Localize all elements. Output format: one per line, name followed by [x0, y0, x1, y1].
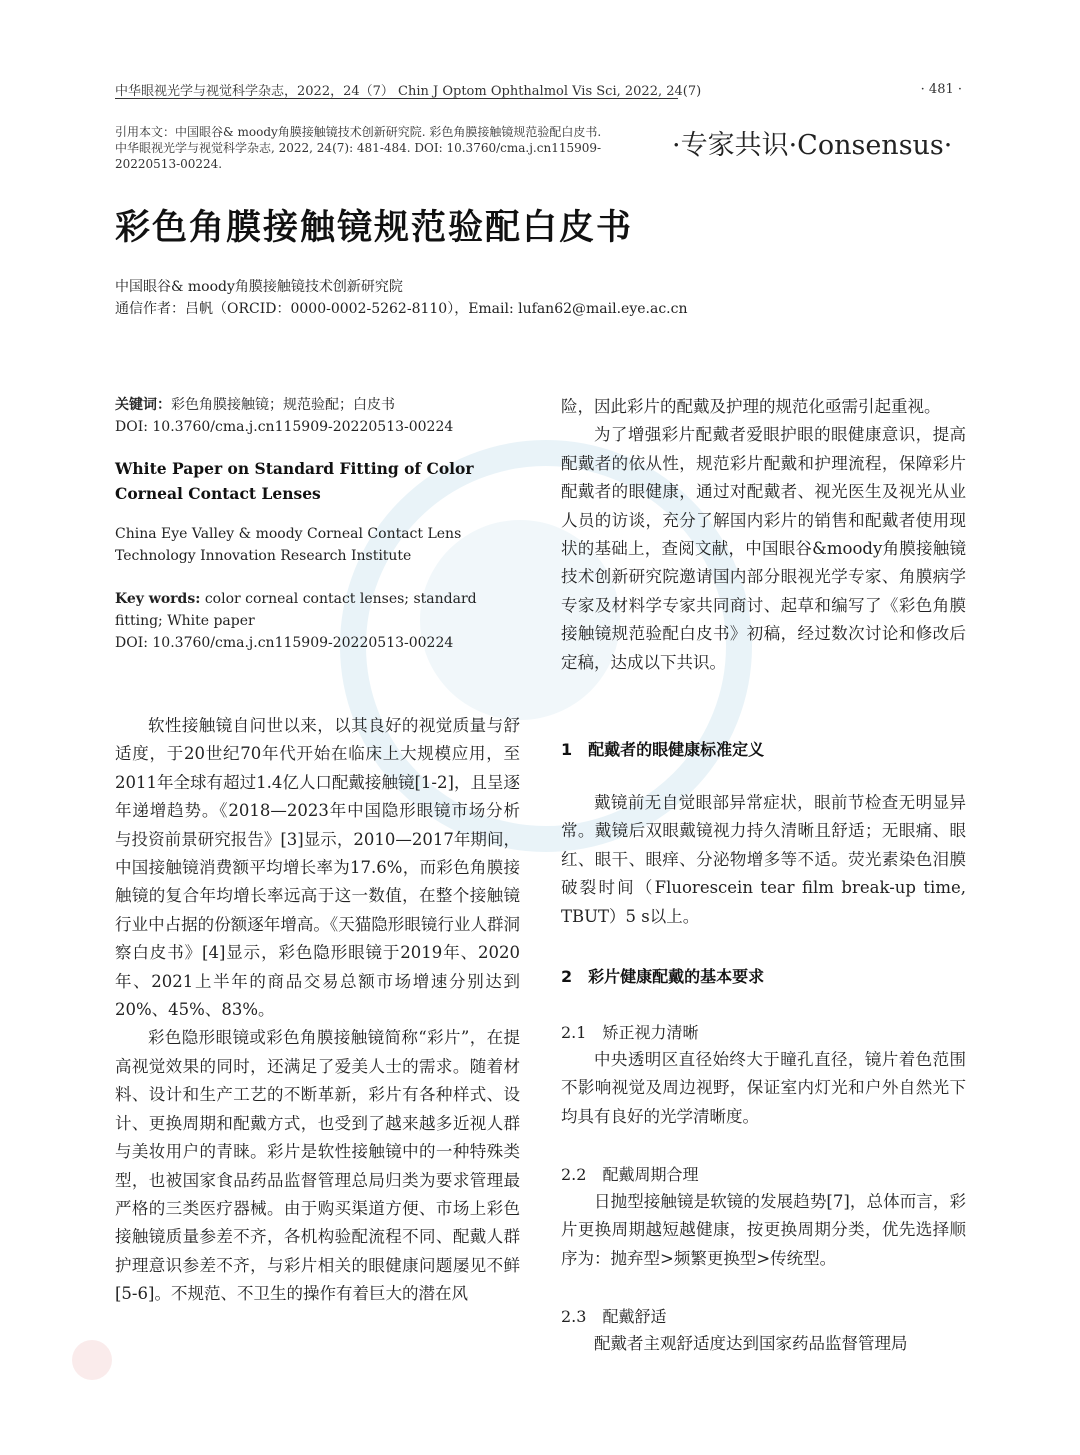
doi-en: DOI: 10.3760/cma.j.cn115909-20220513-00224 — [115, 635, 454, 651]
publisher-logo-icon — [72, 1340, 112, 1380]
section-tag: ·专家共识·Consensus· — [672, 130, 953, 161]
body-paragraph: 中央透明区直径始终大于瞳孔直径，镜片着色范围不影响视觉及周边视野，保证室内灯光和户外自然光下均具有良好的光学清晰度。 — [561, 1050, 966, 1126]
body-paragraph: 为了增强彩片配戴者爱眼护眼的眼健康意识，提高配戴者的依从性，规范彩片配戴和护理流程，保障彩片配戴者的眼健康，通过对配戴者、视光医生及视光从业人员的访谈，充分了解国内彩片的销售和配戴者使用现状的基础上，查阅文献，中国眼谷&moody角膜接触镜技术创新研究院邀请国内部分眼视光学专家、角膜病学专家及材料学专家共同商讨、起草和编写了《彩色角膜接触镜规范验配白皮书》初稿，经过数次讨论和修改后定稿，达成以下共识。 — [561, 425, 966, 672]
doi-cn: DOI: 10.3760/cma.j.cn115909-20220513-00224 — [115, 419, 454, 435]
subsection-2-1-body — [561, 1046, 966, 1131]
right-intro — [561, 393, 966, 677]
section-heading-2: 2 彩片健康配戴的基本要求 — [561, 967, 765, 986]
english-affiliation: China Eye Valley & moody Corneal Contact Lens Technology Innovation Research Institute — [115, 526, 462, 564]
subsection-heading-2-3: 2.3 配戴舒适 — [561, 1307, 667, 1326]
english-title: White Paper on Standard Fitting of Color Corneal Contact Lenses — [115, 459, 474, 503]
paper-title: 彩色角膜接触镜规范验配白皮书 — [115, 208, 634, 248]
page-number: · 481 · — [920, 82, 962, 97]
body-paragraph-continued: 险，因此彩片的配戴及护理的规范化亟需引起重视。 — [561, 397, 941, 416]
header-rule — [115, 98, 678, 99]
keywords-cn-text: 彩色角膜接触镜；规范验配；白皮书 — [171, 397, 395, 413]
left-body — [115, 712, 520, 1309]
section-1-body — [561, 789, 966, 931]
keywords-en-block — [115, 588, 520, 654]
corresponding-author: 通信作者：吕帆（ORCID：0000-0002-5262-8110），Email: lufan62@mail.eye.ac.cn — [115, 301, 688, 317]
section-heading-1: 1 配戴者的眼健康标准定义 — [561, 740, 765, 759]
keywords-en — [115, 588, 520, 632]
body-paragraph: 日抛型接触镜是软镜的发展趋势[7]，总体而言，彩片更换周期越短越健康，按更换周期分类，优先选择顺序为：抛弃型>频繁更换型>传统型。 — [561, 1192, 966, 1268]
keywords-cn-label: 关键词： — [115, 397, 171, 413]
subsection-2-3-body — [561, 1330, 966, 1358]
running-header: 中华眼视光学与视觉科学杂志，2022，24（7） Chin J Optom Ophthalmol Vis Sci, 2022, 24(7) — [115, 84, 702, 99]
body-paragraph: 软性接触镜自问世以来，以其良好的视觉质量与舒适度，于20世纪70年代开始在临床上大规模应用，至2011年全球有超过1.4亿人口配戴接触镜[1-2]，且呈逐年递增趋势。《2018—2023年中国隐形眼镜市场分析与投资前景研究报告》[3]显示，2010—2017年期间，中国接触镜消费额平均增长率为17.6%，而彩色角膜接触镜的复合年均增长率远高于这一数值，在整个接触镜行业中占据的份额逐年增高。《天猫隐形眼镜行业人群洞察白皮书》[4]显示，彩色隐形眼镜于2019年、2020年、2021上半年的商品交易总额市场增速分别达到20%、45%、83%。 — [115, 716, 520, 1020]
subsection-2-2-body — [561, 1188, 966, 1273]
keywords-en-label: Key words: — [115, 591, 201, 607]
body-paragraph: 配戴者主观舒适度达到国家药品监督管理局 — [594, 1334, 908, 1353]
subsection-heading-2-1: 2.1 矫正视力清晰 — [561, 1023, 699, 1042]
affiliation: 中国眼谷& moody角膜接触镜技术创新研究院 — [115, 279, 403, 295]
keywords-cn-block — [115, 394, 520, 438]
citation: 引用本文：中国眼谷& moody角膜接触镜技术创新研究院. 彩色角膜接触镜规范验配白皮书. 中华眼视光学与视觉科学杂志, 2022, 24(7): 481-484. DOI: 10.3760/cma.j.cn115909-20220513-00224. — [115, 125, 602, 171]
keywords-en-text: color corneal contact lenses; standard fitting; White paper — [115, 591, 477, 629]
author-block — [115, 276, 687, 320]
body-paragraph: 戴镜前无自觉眼部异常症状，眼前节检查无明显异常。戴镜后双眼戴镜视力持久清晰且舒适；无眼痛、眼红、眼干、眼痒、分泌物增多等不适。荧光素染色泪膜破裂时间（Fluorescein tear film break-up time, TBUT）5 s以上。 — [561, 793, 966, 926]
keywords-cn — [115, 394, 520, 416]
body-paragraph: 彩色隐形眼镜或彩色角膜接触镜简称“彩片”，在提高视觉效果的同时，还满足了爱美人士的需求。随着材料、设计和生产工艺的不断革新，彩片有各种样式、设计、更换周期和配戴方式，也受到了越来越多近视人群与美妆用户的青睐。彩片是软性接触镜中的一种特殊类型，也被国家食品药品监督管理总局归类为要求管理最严格的三类医疗器械。由于购买渠道方便、市场上彩色接触镜质量参差不齐，各机构验配流程不同、配戴人群护理意识参差不齐，与彩片相关的眼健康问题屡见不鲜[5-6]。不规范、不卫生的操作有着巨大的潜在风 — [115, 1028, 520, 1304]
subsection-heading-2-2: 2.2 配戴周期合理 — [561, 1165, 699, 1184]
